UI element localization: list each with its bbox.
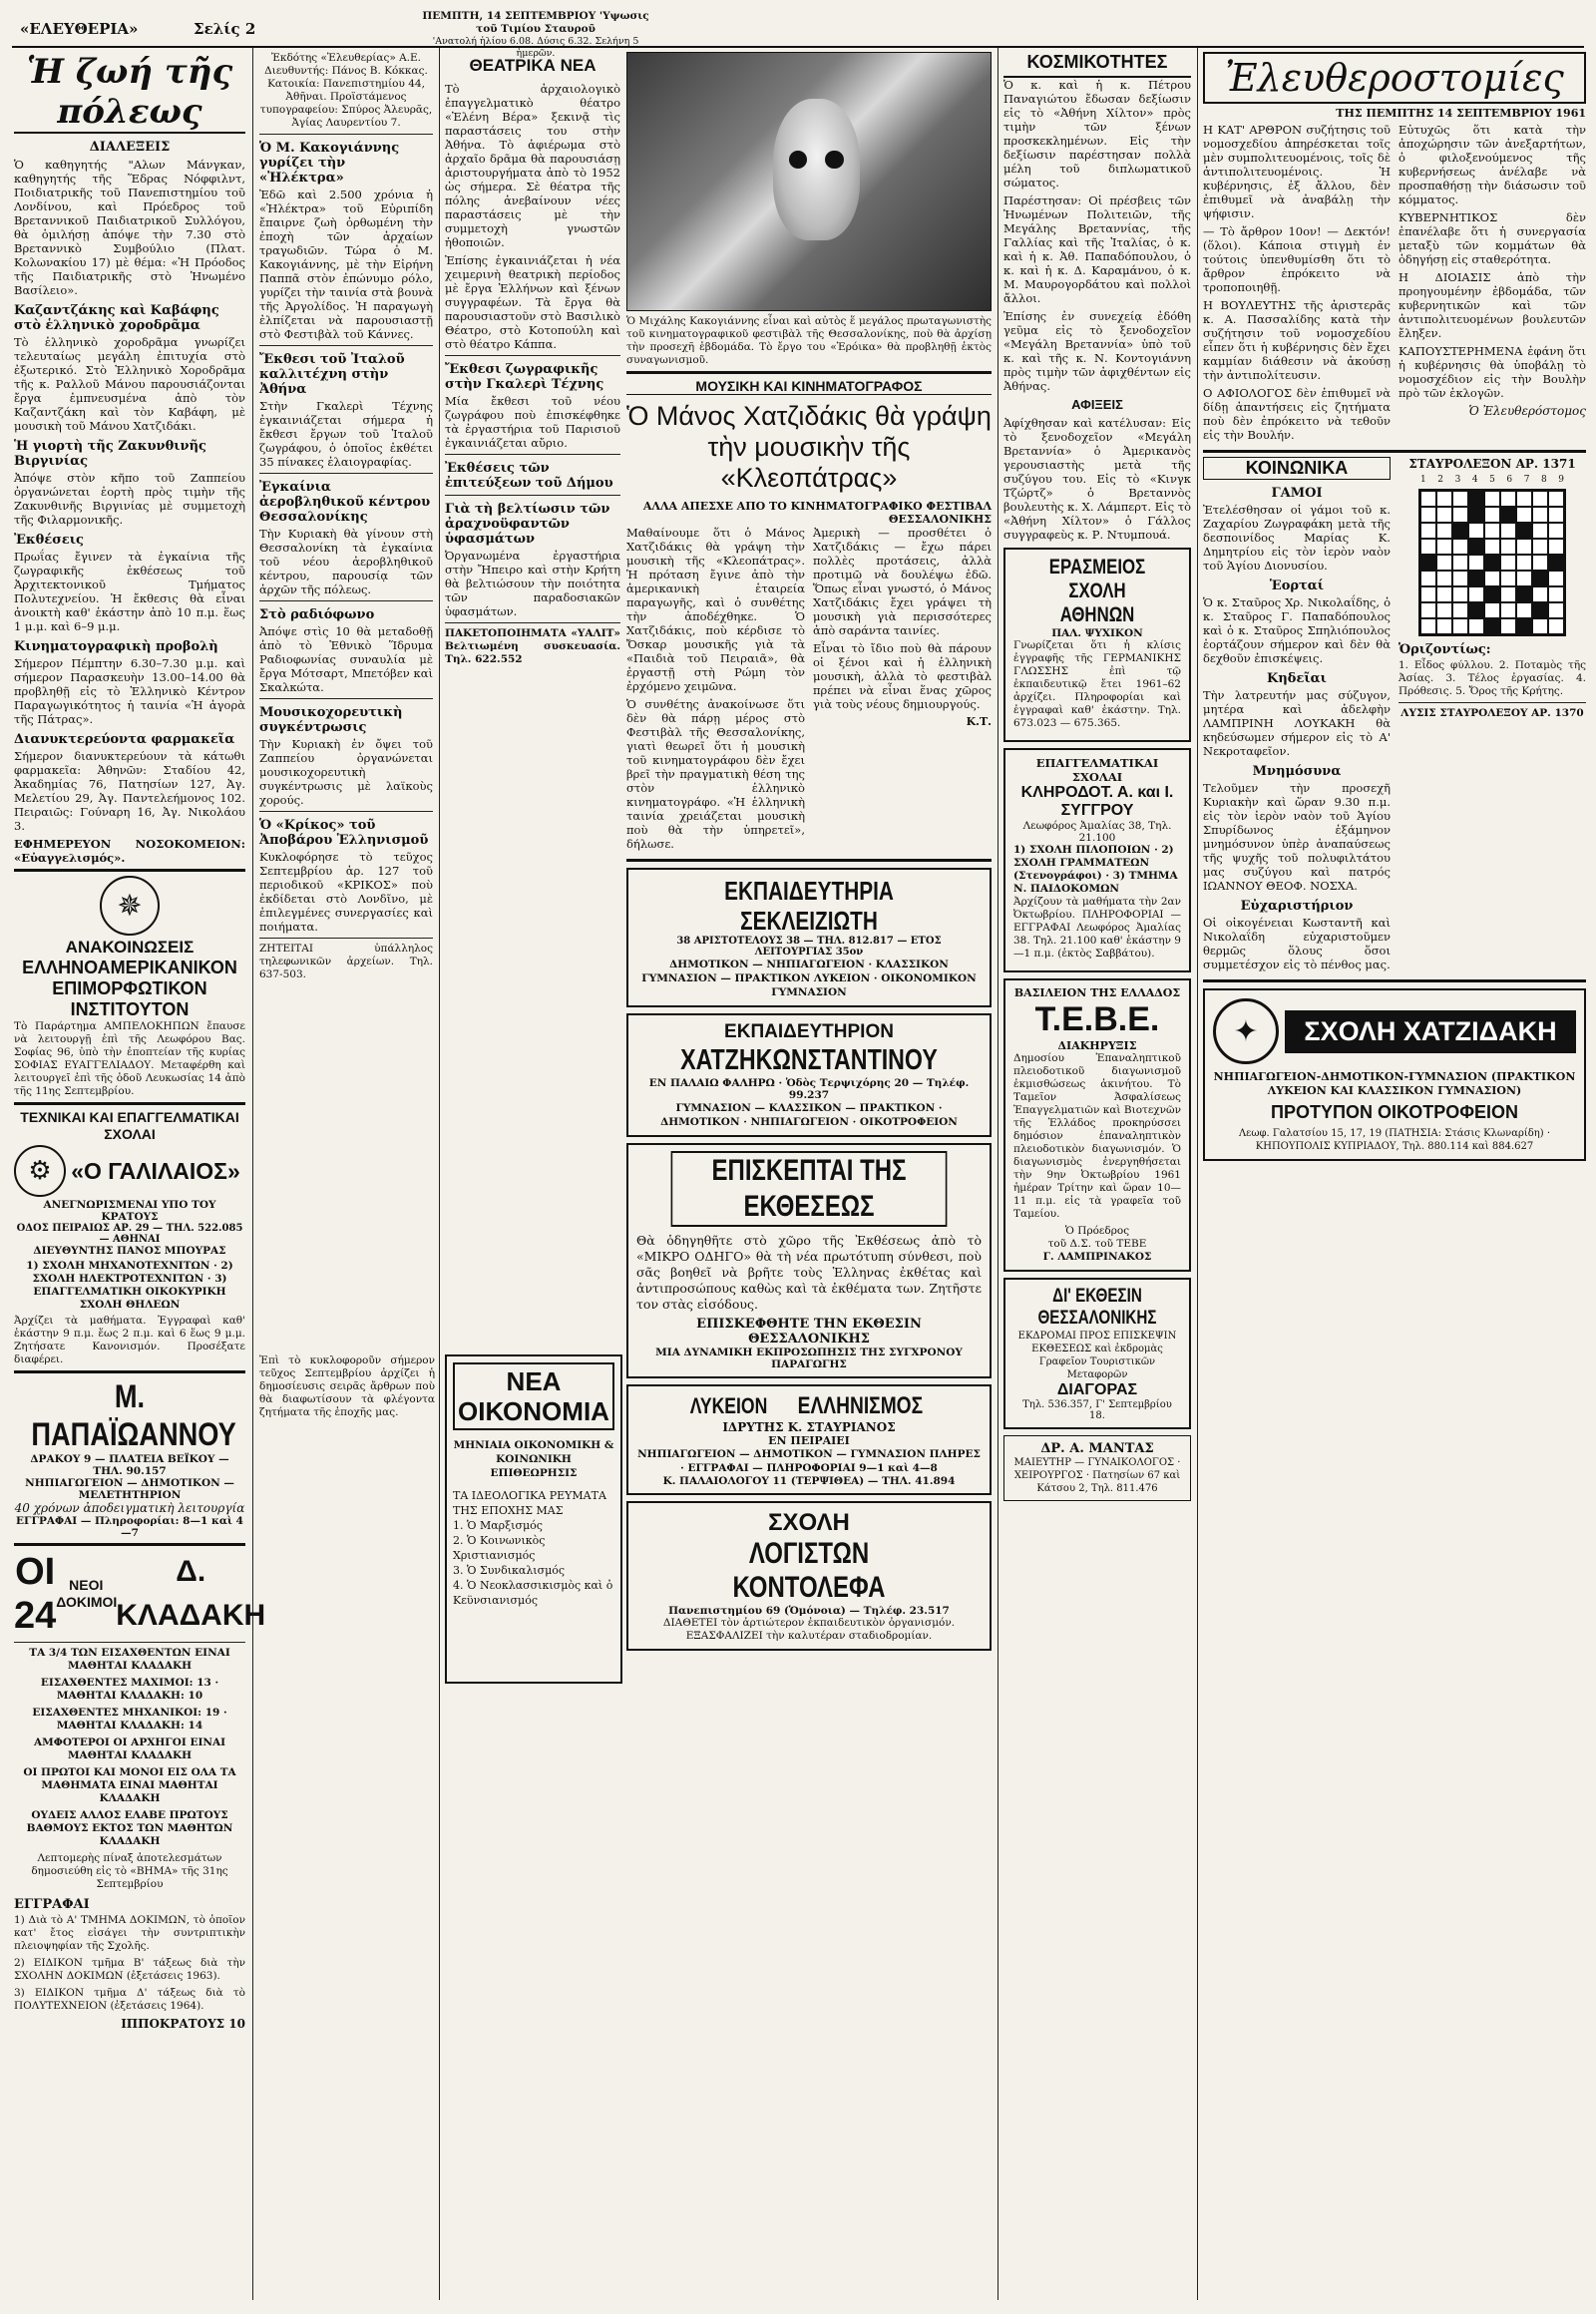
crossword-cell [1468,491,1484,507]
pharmacies-text: Σήμερον διανυκτερεύουν τὰ κάτωθι φαρμακεῖα: Ἀθηνῶν: Σταδίου 42, Ἀκαδημίας 76, Πατησίων 127, Ἀγ. Μελετίου 29, Ἀγ. Παντελεήμονος 102. Πειραιῶς: Γούναρη 16, Ἀγ. Νικολάου 3. [14,749,245,833]
crossword-title: ΣΤΑΥΡΟΛΕΞΟΝ ΑΡ. 1371 [1408,457,1576,471]
erasmeios-text: Γνωρίζεται ὅτι ἡ κλίσις ἐγγραφῆς τῆς ΓΕΡΜΑΝΙΚΗΣ ΓΛΩΣΣΗΣ ἐπὶ τῷ ἐκπαιδευτικῷ ἔτει 1961–62 ἀρχίζει. Πληροφορίαι καὶ ἐγγραφαὶ καθ' ἑκάστην. Τηλ. 673.023 — 675.365. [1013,639,1181,729]
crossword-cell [1532,491,1548,507]
crossword-cell [1452,523,1468,539]
section-title: Ἡ ζωή τῆς πόλεως [14,52,245,134]
crossword-cell [1452,539,1468,555]
crossword-cell [1420,571,1436,586]
crossword-cell [1516,571,1532,586]
astro-line: 'Ανατολή ἡλίου 6.08. Δύσις 6.32. Σελήνη 5 ἡμερῶν. [432,36,639,59]
exhibition-foot: ΜΙΑ ΔΥΝΑΜΙΚΗ ΕΚΠΡΟΣΩΠΗΣΙΣ ΤΗΣ ΣΥΓΧΡΟΝΟΥ ΠΑΡΑΓΩΓΗΣ [655,1347,963,1370]
article-text: Κυκλοφόρησε τὸ τεῦχος Σεπτεμβρίου ἀρ. 127 τοῦ περιοδικοῦ «ΚΡΙΚΟΣ» ποὺ ἐκδίδεται στὸ Λονδῖνο, μὲ ἐπιλεγμένες συνεργασίες καὶ ποιήματα. [259,850,433,934]
article-text: Πρωΐας ἔγινεν τὰ ἐγκαίνια τῆς ζωγραφικῆς ἐκθέσεως τοῦ Ἀρχιτεκτονικοῦ Τμήματος Πολυτεχνείου. Ἡ ἔκθεσις θὰ εἶναι ἀνοικτὴ καθ' ἑκάστην ἀπὸ 10 π.μ. ἕως 1 μ.μ. καὶ 6–9 μ.μ. [14,550,245,633]
sekleiziotis-ad [626,868,992,1007]
column-rule [1197,48,1198,2300]
kladakis-line: ΕΙΣΑΧΘΕΝΤΕΣ ΜΑΧΙΜΟΙ: 13 · ΜΑΘΗΤΑΙ ΚΛΑΔΑΚΗ: 10 [40,1677,219,1702]
kontolefas-text: ΔΙΑΘΕΤΕΙ τὸν ἀρτιώτερον ἐκπαιδευτικὸν ὀργανισμόν. ΕΞΑΣΦΑΛΙΖΕΙ τὴν καλυτέραν σταδιοδρομίαν. [662,1617,956,1642]
exhibition-text: Θὰ ὁδηγηθῆτε στὸ χῶρο τῆς Ἐκθέσεως ἀπὸ τὸ «ΜΙΚΡΟ ΟΔΗΓΟ» θὰ τὴ νέα πρωτότυπη σύνθεσι, ποὺ σᾶς βοηθεῖ νὰ βρῆτε τοὺς Ἑλληνας ἐκθέτας καὶ ἀντιπροσώπους καθὼς καὶ τὰ ἐκθέματα των. Ζητῆστε τον στὰς εἰσόδους. [636,1233,982,1312]
article-text: Τὴν Κυριακὴ θὰ γίνουν στὴ Θεσσαλονίκη τὰ ἐγκαίνια τοῦ νέου ἀεροβληθικοῦ κέντρου, παρουσίᾳ τῶν ἀρχῶν τῆς πόλεως. [259,527,433,596]
article-text: Ἀμερικὴ — προσθέτει ὁ Χατζιδάκις — ἔχω πάρει πολλὲς προτάσεις, ἀλλὰ προτιμῶ νὰ δουλέψω ἐδῶ. Ὅπως εἶναι γνωστό, ὁ Μάνος Χατζιδάκις ἔχει γράψει τὴ μουσικὴ γιὰ περισσότερες ἀπὸ σαράντα ταινίες. [813,526,992,637]
chatzikonstantinou-pre: ΕΚΠΑΙΔΕΥΤΗΡΙΟΝ [724,1021,894,1042]
page-number: Σελίς 2 [194,20,256,38]
notice-heading: ΑΝΑΚΟΙΝΩΣΕΙΣ [65,938,195,957]
diagoras-text: ΕΚΔΡΟΜΑΙ ΠΡΟΣ ΕΠΙΣΚΕΨΙΝ ΕΚΘΕΣΕΩΣ καὶ ἐκδρομὰς Γραφεῖον Τουριστικῶν Μεταφορῶν [1017,1331,1177,1380]
sekleiziotis-title: ΕΚΠΑΙΔΕΥΤΗΡΙΑ ΣΕΚΛΕΙΖΙΩΤΗ [724,876,894,936]
chatzikonstantinou-levels: ΓΥΜΝΑΣΙΟΝ — ΚΛΑΣΣΙΚΟΝ — ΠΡΑΚΤΙΚΟΝ · ΔΗΜΟΤΙΚΟΝ · ΝΗΠΙΑΓΩΓΕΙΟΝ · ΟΙΚΟΤΡΟΦΕΙΟΝ [660,1102,958,1128]
crossword-cell [1468,523,1484,539]
kladakis-name: Δ. ΚΛΑΔΑΚΗ [116,1555,266,1632]
syggrou-address: Λεωφόρος Ἀμαλίας 38, Τηλ. 21.100 [1022,820,1172,844]
syggrou-ad [1003,748,1191,972]
crossword-cell [1516,523,1532,539]
crossword-cell [1532,507,1548,523]
social-heading: ΓΑΜΟΙ [1271,486,1323,501]
crossword-cell [1532,602,1548,618]
crossword-cell [1516,491,1532,507]
chatzidaki-address: Λεωφ. Γαλατσίου 15, 17, 19 (ΠΑΤΗΣΙΑ: Στάσις Κλωναρίδη) · ΚΗΠΟΥΠΟΛΙΣ ΚΥΠΡΙΑΔΟΥ, Τηλ. 880.114 καὶ 884.627 [1238,1128,1551,1152]
exhibition-visitors-ad [626,1143,992,1378]
article-text: Ἀφίχθησαν καὶ κατέλυσαν: Εἰς τὸ ξενοδοχεῖον «Μεγάλη Βρεταννία» ὁ Ἀμερικανὸς γερουσιαστὴς μετὰ τῆς συζύγου του. Εἰς τὸ «Κινγκ Τζώρτζ» ὁ Βρεταννὸς βουλευτὴς κ. Χ. Λάμπερτ. Εἰς τὸ «Ἀθήνη Χίλτον» ὁ Γάλλος συγγραφεὺς κ. Ρ. Ντυμπουά. [1003,416,1191,542]
crossword-cell [1452,602,1468,618]
crossword-cell [1484,523,1500,539]
papaioannou-years: 40 χρόνων ἀποδειγματικὴ λειτουργία [14,1501,245,1515]
chatzidaki-title: ΣΧΟΛΗ ΧΑΤΖΙΔΑΚΗ [1285,1010,1576,1053]
ellinismos-founder: ΙΔΡΥΤΗΣ Κ. ΣΤΑΥΡΙΑΝΟΣ [722,1420,896,1434]
diagoras-ad [1003,1278,1191,1429]
crossword-cell [1420,555,1436,571]
crossword-clues-heading: Ὁριζοντίως: [1398,642,1491,657]
crossword-cell [1484,491,1500,507]
editorial-text: — Τὸ ἄρθρον 10ον! — Δεκτόν! (ὅλοι). Κάποια στιγμὴ ἐν τούτοις ὑπενθυμίσθη ὅτι τὸ ἄρθρον ἐπρόκειτο νὰ τροποποιηθῇ. [1203,224,1391,294]
crossword-cell [1436,523,1452,539]
ellinismos-levels: ΝΗΠΙΑΓΩΓΕΙΟΝ — ΔΗΜΟΤΙΚΟΝ — ΓΥΜΝΑΣΙΟΝ ΠΛΗΡΕΣ · ΕΓΓΡΑΦΑΙ — ΠΛΗΡΟΦΟΡΙΑΙ 9—1 καὶ 4—8 [637,1448,981,1474]
crossword-cell [1532,539,1548,555]
syggrou-text: Ἀρχίζουν τὰ μαθήματα τὴν 2αν Ὀκτωβρίου. ΠΛΗΡΟΦΟΡΙΑΙ — ΕΓΓΡΑΦΑΙ Λεωφόρος Ἀμαλίας 38. Τηλ. 21.100 καθ' ἑκάστην 9—1 π.μ. (ἐκτὸς Σαββάτου). [1013,896,1181,960]
crossword-cell [1452,507,1468,523]
crossword-column-number: 3 [1454,475,1461,485]
notice-institute: ΕΛΛΗΝΟΑΜΕΡΙΚΑΝΙΚΟΝ ΕΠΙΜΟΡΦΩΤΙΚΟΝ ΙΝΣΤΙΤΟΥΤΟΝ [22,958,237,1019]
article-text: Μαθαίνουμε ὅτι ὁ Μάνος Χατζιδάκις θὰ γράψη τὴν μουσικὴ τῆς «Κλεοπάτρας». Ἡ πρόταση ἔγινε ἀπὸ τὴν ἀμερικανικὴ ἑταιρεία παραγωγῆς, καὶ ὁ συνθέτης τὴν ἀποδέχθηκε. Ὁ Χατζιδάκις, ποὺ κέρδισε τὸ Ὄσκαρ μουσικῆς γιὰ τὰ «Παιδιὰ τοῦ Πειραιᾶ», θὰ ἐργαστῇ στὴ Ρώμη τὸν ἐρχόμενο χειμῶνα. [626,526,805,693]
theatre-title: ΘΕΑΤΡΙΚΑ ΝΕΑ [469,56,597,75]
crossword-cell [1516,602,1532,618]
crossword-solution: ΛΥΣΙΣ ΣΤΑΥΡΟΛΕΞΟΥ ΑΡ. 1370 [1400,707,1584,719]
editorial-date: ΤΗΣ ΠΕΜΠΤΗΣ 14 ΣΕΠΤΕΜΒΡΙΟΥ 1961 [1336,107,1586,120]
chatzidaki-ad [1203,988,1586,1161]
article-heading: Μουσικοχορευτικὴ συγκέντρωσις [259,705,403,735]
crossword-cell [1516,586,1532,602]
article-text: Ἀπόψε στὶς 10 θὰ μεταδοθῇ ἀπὸ τὸ Ἐθνικὸ Ἵδρυμα Ραδιοφωνίας συναυλία μὲ ἔργα Μότσαρτ, Μπετόβεν καὶ Σκαλκώτα. [259,624,433,694]
article-text: Ἀπόψε στὸν κῆπο τοῦ Ζαππείου ὀργανώνεται ἑορτὴ πρὸς τιμὴν τῆς Ζακυνθινῆς Βιργινίας μὲ συμμετοχὴ τῆς Φιλαρμονικῆς. [14,471,245,527]
crossword-cell [1484,618,1500,634]
erasmeios-sub: ΠΑΛ. ΨΥΧΙΚΟΝ [1051,627,1143,639]
article-heading: Διανυκτερεύοντα φαρμακεῖα [14,732,235,747]
crossword-cell [1548,507,1564,523]
article-text: Ὁ κ. καὶ ἡ κ. Πέτρου Παναγιώτου ἔδωσαν δεξίωσιν εἰς τὸ «Ἀθήνη Χίλτον» πρὸς τιμὴν τῶν ξένων προσκεκλημένων. Εἰς τὴν δεξίωσιν παρέστησαν πολλὰ μέλη τοῦ διπλωματικοῦ σώματος. [1003,78,1191,190]
column-editorial [1203,52,1586,2306]
nea-oikonomia-ad [445,1354,622,1684]
crossword-cell [1452,555,1468,571]
crossword-cell [1548,523,1564,539]
crossword-cell [1420,586,1436,602]
crossword-cell [1468,507,1484,523]
column-society [1003,52,1191,2306]
chatzikonstantinou-address: ΕΝ ΠΑΛΑΙΩ ΦΑΛΗΡΩ · Ὁδὸς Τερψιχόρης 20 — Τηλέφ. 99.237 [648,1077,970,1101]
social-text: Ὁ κ. Σταῦρος Χρ. Νικολαΐδης, ὁ κ. Σταῦρος Γ. Παπαδόπουλος καὶ ὁ κ. Σταῦρος Σπηλιόπουλος ἑορτάζουν σήμερον καὶ δὲν θὰ δεχθοῦν ἐπισκέψεις. [1203,595,1391,665]
crossword-cell [1516,539,1532,555]
article-text: Εἶναι τὸ ἴδιο ποὺ θὰ πάρουν οἱ ξένοι καὶ ἡ ἑλληνικὴ μουσικὴ, ἀλλὰ τὸ φεστιβὰλ πρέπει νὰ εἶναι ἕνας χῶρος γιὰ τοὺς νέους δημιουργούς. [813,641,992,711]
crossword-cell [1420,602,1436,618]
erasmeios-ad [1003,548,1191,742]
gear-emblem-icon: ⚙ [14,1145,66,1197]
galileo-address: ΟΔΟΣ ΠΕΙΡΑΙΩΣ ΑΡ. 29 — ΤΗΛ. 522.085 — ΑΘΗΝΑΙ [16,1223,243,1245]
article-text: Ἐπίσης ἐγκαινιάζεται ἡ νέα χειμερινὴ θεατρικὴ περίοδος μὲ ἔργα Ἑλλήνων καὶ ξένων συγγραφέων. Τὰ ἔργα θὰ παρουσιαστοῦν στὸ Βασιλικὸ Θέατρο, στὸ Κοτοπούλη καὶ στὸ θέατρο Κάππα. [445,253,620,351]
social-text: Ἐτελέσθησαν οἱ γάμοι τοῦ κ. Ζαχαρίου Ζωγραφάκη μετὰ τῆς δεσποινίδος Μαρίας Κ. Δημητρίου εἰς τὸν ἱερὸν ναὸν τοῦ Ἁγίου Διονυσίου. [1203,503,1391,573]
hospital-text: ΕΦΗΜΕΡΕΥΟΝ ΝΟΣΟΚΟΜΕΙΟΝ: «Εὐαγγελισμός». [14,837,245,865]
crossword-cell [1436,539,1452,555]
ellinismos-title: ΕΛΛΗΝΙΣΜΟΣ [797,1392,923,1419]
crossword-cell [1548,491,1564,507]
editorial-text: Ο ΑΦΙΟΛΟΓΟΣ δὲν ἐπιθυμεῖ νὰ δίδῃ ἀπαντήσεις εἰς ζητήματα ποὺ δὲν ἐπρόκειτο νὰ τεθοῦν εἰς τὴν Βουλήν. [1203,386,1391,442]
crossword-cell [1452,618,1468,634]
syggrou-pre: ΕΠΑΓΓΕΛΜΑΤΙΚΑΙ ΣΧΟΛΑΙ [1035,756,1159,784]
galileo-sub: ΑΝΕΓΝΩΡΙΣΜΕΝΑΙ ΥΠΟ ΤΟΥ ΚΡΑΤΟΥΣ [43,1199,216,1223]
column-city-life [14,52,266,2306]
social-title: ΚΟΙΝΩΝΙΚΑ [1203,457,1391,480]
article-text: Τὴν Κυριακὴ ἐν ὄψει τοῦ Ζαππείου ὀργανώνεται μουσικοχορευτικὴ συγκέντρωσις μὲ λαϊκοὺς χορούς. [259,737,433,807]
crossword-cell [1484,555,1500,571]
diagoras-pre: ΔΙ' ΕΚΘΕΣΙΝ [1052,1286,1142,1307]
ellinismos-pre: ΛΥΚΕΙΟΝ [689,1393,767,1418]
crossword-cell [1516,618,1532,634]
crossword-cell [1548,539,1564,555]
article-heading: Καζαντζάκης καὶ Καβάφης στὸ ἑλληνικὸ χοροδρᾶμα [14,303,219,333]
nea-oikonomia-text: ΜΗΝΙΑΙΑ ΟΙΚΟΝΟΜΙΚΗ & ΚΟΙΝΩΝΙΚΗ ΕΠΙΘΕΩΡΗΣΙΣ [453,1439,614,1479]
kontolefas-address: Πανεπιστημίου 69 (Ὁμόνοια) — Τηλέφ. 23.517 [668,1605,950,1617]
crossword-cell [1548,618,1564,634]
crossword-cell [1468,539,1484,555]
papaioannou-name: Μ. ΠΑΠΑΪΩΑΝΝΟΥ [31,1378,236,1452]
article-heading: Ἐγκαίνια ἀεροβληθικοῦ κέντρου Θεσσαλονίκης [259,480,431,525]
crossword-column-number: 7 [1523,475,1530,485]
crossword-cell [1500,555,1516,571]
lecture-text: Ὁ καθηγητής "Αλων Μάνγκαν, καθηγητής τῆς Ἕδρας Νόφφιλντ, Ποιδιατρικῆς τοῦ Πανεπιστημίου τοῦ Λονδίνου, καὶ Πρόεδρος τοῦ Βρεταννικοῦ Παιδιατρικοῦ Συλλόγου, θὰ ὁμιλήσῃ ἀπόψε τὴν 7.30 στὸ Βρεταννικὸ Συμβούλιο (Πλατ. Κολωνακίου 17) μὲ θέμα: «Ἡ Πρόοδος τῆς Παιδιατρικῆς στὸ Ἡνωμένο Βασίλειο». [14,158,245,297]
crossword-cell [1452,491,1468,507]
kladakis-line: ΑΜΦΟΤΕΡΟΙ ΟΙ ΑΡΧΗΓΟΙ ΕΙΝΑΙ ΜΑΘΗΤΑΙ ΚΛΑΔΑΚΗ [33,1736,226,1761]
kladakis-new: ΝΕΟΙ ΔΟΚΙΜΟΙ [56,1577,118,1610]
photo-caption: Ὁ Μιχάλης Κακογιάννης εἶναι καὶ αὐτὸς ἕ μεγάλος πρωταγωνιστὴς τοῦ κινηματογραφικοῦ φεστιβὰλ τῆς Θεσσαλονίκης, ποὺ θὰ ἀρχίσῃ τὴν προσεχῆ ἑβδομάδα. Τὸ ἔργο του «Ἐρόικα» θὰ προβληθῇ ἐκτὸς συναγωνισμοῦ. [626,315,992,366]
classified-text: ΠΑΚΕΤΟΠΟΙΗΜΑΤΑ «ΥΑΛΙΤ» Βελτιωμένη συσκευασία. Τηλ. 622.552 [445,627,620,665]
publisher-info: Ἐκδότης «Ἐλευθερίας» Α.Ε. Διευθυντής: Πάνος Β. Κόκκας. Κατοικία: Πανεπιστημίου 44, Ἀθῆναι. Προϊστάμενος τυπογραφείου: Σπύρος Ἀλευρᾶς, Ἀγίας Λαυρεντίου 7. [259,52,433,129]
tebe-text: Δημοσίου Ἐπαναληπτικοῦ πλειοδοτικοῦ διαγωνισμοῦ ἐκμισθώσεως ἀκινήτου. Τὸ Ταμεῖον Ἀσφαλίσεως Ἐπαγγελματιῶν καὶ Βιοτεχνῶν τῆς Ἑλλάδος προκηρύσσει δημόσιον ἐπαναληπτικὸν πλειοδοτικὸν διαγωνισμόν. Ὁ διαγωνισμὸς ἐνεργηθήσεται τὴν 9ην Ὀκτωβρίου 1961 ἡμέραν Τρίτην καὶ ὥραν 10—11 π.μ. εἰς τὰ γραφεῖα τοῦ Ταμείου. [1013,1052,1181,1220]
editorial-text: Η ΚΑΤ' ΑΡΘΡΟΝ συζήτησις τοῦ νομοσχεδίου ἀπηρέσκεται τοῖς μὲν συμπολιτευομένοις, τοῖς δὲ ἀντιπολιτευομένοις. Ἡ κυβέρνησις, ἐξ ἄλλου, δὲν ἐπιθυμεῖ νὰ ἀναβάλῃ τὴν ψήφισιν. [1203,123,1391,220]
crossword-cell [1420,507,1436,523]
crossword-column-number: 2 [1437,475,1444,485]
crossword-cell [1484,586,1500,602]
editorial-signature: Ὁ Ἐλευθερόστομος [1468,404,1586,418]
crossword-cell [1548,586,1564,602]
kladakis-registration-heading: ΕΓΓΡΑΦΑΙ [14,1897,90,1912]
kladakis-line: ΕΙΣΑΧΘΕΝΤΕΣ ΜΗΧΑΝΙΚΟΙ: 19 · ΜΑΘΗΤΑΙ ΚΛΑΔΑΚΗ: 14 [32,1707,227,1732]
kladakis-line: ΤΑ 3/4 ΤΩΝ ΕΙΣΑΧΘΕΝΤΩΝ ΕΙΝΑΙ ΜΑΘΗΤΑΙ ΚΛΑΔΑΚΗ [29,1647,230,1672]
column-rule [252,48,253,2300]
social-heading: Εὐχαριστήριον [1240,899,1354,914]
editorial-text: Η ΔΙΟΙΑΣΙΣ ἀπὸ τὴν προηγουμένην ἐβδομάδα, τῶν κυβερνητικῶν καὶ τῶν ἀντιπολιτευομένων βουλευτῶν ἔληξεν. [1398,270,1586,340]
article-text: Ὀργανωμένα ἐργαστήρια στὴν Ἤπειρο καὶ στὴν Κρήτη θὰ βελτιώσουν τὴν ποιότητα τῶν παραδοσιακῶν ὑφασμάτων. [445,549,620,618]
crossword-cell [1532,618,1548,634]
crossword-cell [1532,571,1548,586]
social-text: Τελοῦμεν τὴν προσεχῆ Κυριακὴν καὶ ὥραν 9.30 π.μ. εἰς τὸν ἱερὸν ναὸν τοῦ Ἁγίου Σπυρίδωνος ἑξάμηνον μνημόσυνον ὑπὲρ ἀναπαύσεως τῆς ψυχῆς τοῦ πολυφιλτάτου μας συζύγου καὶ πατρός ΙΩΑΝΝΟΥ ΘΕΟΦ. ΝΟΣΧΑ. [1203,781,1391,893]
doctor-text: ΜΑΙΕΥΤΗΡ — ΓΥΝΑΙΚΟΛΟΓΟΣ · ΧΕΙΡΟΥΡΓΟΣ · Πατησίων 67 καὶ Κάτσου 2, Τηλ. 811.476 [1013,1457,1181,1494]
chatzikonstantinou-title: ΧΑΤΖΗΚΩΝΣΤΑΝΤΙΝΟΥ [680,1044,938,1076]
crossword-cell [1500,618,1516,634]
kontolefas-pre: ΣΧΟΛΗ [768,1509,850,1536]
nea-oikonomia-title: ΝΕΑ ΟΙΚΟΝΟΜΙΑ [453,1362,614,1430]
editorial-text: ΚΑΠΟΥΣΤΕΡΗΜΕΝΑ ἐφάνη ὅτι ἡ κυβέρνησις θὰ ὑποβάλῃ τὸ νομοσχέδιον εἰς τὴν Βουλὴν πρὸ τῶν ἐκλογῶν. [1398,344,1586,400]
kladakis-line: ΟΥΔΕΙΣ ΑΛΛΟΣ ΕΛΑΒΕ ΠΡΩΤΟΥΣ ΒΑΘΜΟΥΣ ΕΚΤΟΣ ΤΩΝ ΜΑΘΗΤΩΝ ΚΛΑΔΑΚΗ [26,1809,233,1847]
column-news [259,52,433,1349]
society-title: ΚΟΣΜΙΚΟΤΗΤΕΣ [1003,52,1191,78]
social-heading: Ἑορταί [1269,578,1325,593]
crossword-cell [1436,618,1452,634]
crossword-column-number: 6 [1506,475,1513,485]
article-heading: Ἔκθεσι τοῦ Ἰταλοῦ καλλιτέχνη στὴν Ἀθήνα [259,352,405,397]
crossword-cell [1500,523,1516,539]
crossword-cell [1500,491,1516,507]
sekleiziotis-levels: ΔΗΜΟΤΙΚΟΝ — ΝΗΠΙΑΓΩΓΕΙΟΝ · ΚΛΑΣΣΙΚΟΝ ΓΥΜΝΑΣΙΟΝ — ΠΡΑΚΤΙΚΟΝ ΛΥΚΕΙΟΝ · ΟΙΚΟΝΟΜΙΚΟΝ ΓΥΜΝΑΣΙΟΝ [641,959,977,998]
tebe-pre: ΒΑΣΙΛΕΙΟΝ ΤΗΣ ΕΛΛΑΔΟΣ [1013,986,1181,999]
crossword-column-number: 4 [1471,475,1478,485]
editorial-text: ΚΥΒΕΡΝΗΤΙΚΟΣ δὲν ἐπανέλαβε ὅτι ἡ συνεργασία μεταξὺ τῶν κομμάτων θὰ ὁδηγήσῃ εἰς σταθερότητα. [1398,210,1586,266]
tebe-signature [1013,1225,1181,1264]
crossword-cell [1532,523,1548,539]
institute-notice [14,876,245,1098]
galileo-heading: ΤΕΧΝΙΚΑΙ ΚΑΙ ΕΠΑΓΓΕΛΜΑΤΙΚΑΙ ΣΧΟΛΑΙ [20,1109,239,1142]
social-text: Οἱ οἰκογένειαι Κωσταντῆ καὶ Νικολαΐδη εὐχαριστοῦμεν θερμῶς ὅλους ὅσοι συμμετέσχον εἰς τὸ πένθος μας. [1203,916,1391,971]
lectures-heading: ΔΙΑΛΕΞΕΙΣ [89,140,171,155]
galileo-text: Ἀρχίζει τὰ μαθήματα. Ἐγγραφαὶ καθ' ἑκάστην 9 π.μ. ἕως 2 π.μ. καὶ 6 ἕως 9 μ.μ. Ζητήσατε Κανονισμόν. Προσέξατε διαφέρει. [14,1315,245,1365]
chatzidaki-sub: ΠΡΟΤΥΠΟΝ ΟΙΚΟΤΡΟΦΕΙΟΝ [1271,1102,1518,1122]
ellinismos-address: Κ. ΠΑΛΑΙΟΛΟΓΟΥ 11 (ΤΕΡΨΙΘΕΑ) — ΤΗΛ. 41.894 [662,1475,956,1487]
crossword-cell [1500,586,1516,602]
arrivals-heading: ΑΦΙΞΕΙΣ [1071,397,1123,412]
crossword-cell [1500,602,1516,618]
crossword-cell [1516,507,1532,523]
school-emblem-icon: ✦ [1213,998,1279,1064]
crossword-cell [1452,571,1468,586]
nea-oikonomia-list: ΤΑ ΙΔΕΟΛΟΓΙΚΑ ΡΕΥΜΑΤΑ ΤΗΣ ΕΠΟΧΗΣ ΜΑΣ 1. Ὁ Μαρξισμός 2. Ὁ Κοινωνικὸς Χριστιανισμός 3. Ὁ Συνδικαλισμός 4. Ὁ Νεοκλασσικισμὸς καὶ ὁ Κεϋνσιανισμός [453,1489,613,1607]
notice-text: Τὸ Παράρτημα ΑΜΠΕΛΟΚΗΠΩΝ ἔπαυσε νὰ λειτουργῇ ἐπὶ τῆς Λεωφόρου Βας. Σοφίας 96, ὑπὸ τὴν ἐποπτείαν τῆς κυρίας ΣΟΦΙΑΣ ΕΥΑΓΓΕΛΙΑΔΟΥ. Μεταφέρθη καὶ λειτουργεῖ ἐπὶ τῆς ὁδοῦ Λευκωσίας 14 ἀπὸ τῆς 11ης Σεπτεμβρίου. [14,1020,245,1097]
crossword-column-number: 8 [1540,475,1547,485]
erasmeios-pre: ΕΡΑΣΜΕΙΟΣ [1048,556,1146,578]
editorial-text: Εὐτυχῶς ὅτι κατὰ τὴν ἀποχώρησιν τῶν ἀνεξαρτήτων, ὁ φιλοξενούμενος τῆς κυβερνήσεως ἀνέλαβε νὰ προσπαθήσῃ τὴν διάσωσιν τοῦ κόμματος. [1398,123,1586,206]
sekleiziotis-address: 38 ΑΡΙΣΤΟΤΕΛΟΥΣ 38 — ΤΗΛ. 812.817 — ΕΤΟΣ ΛΕΙΤΟΥΡΓΙΑΣ 35ον [676,936,942,958]
ellinismos-city: ΕΝ ΠΕΙΡΑΙΕΙ [768,1434,850,1447]
crossword-cell [1500,507,1516,523]
tebe-title: Τ.Ε.Β.Ε. [1034,1000,1160,1038]
crossword-cell [1436,491,1452,507]
crossword-cell [1420,491,1436,507]
article-text: Τὸ ἀρχαιολογικὸ ἐπαγγελματικὸ θέατρο «Ἐλένη Βέρα» ξεκινᾷ τὶς παραστάσεις του στὴν Ἀθήνα. Τὸ ἀφιέρωμα στὸ ἀρχαῖο δρᾶμα θὰ παρουσιάσῃ ἀριστουργήματα ἀπὸ τὸ 1952 ὡς σήμερα. Σὲ θέατρα τῆς πόλης ἀνεβαίνουν νέες παραστάσεις μὲ τὴν συμμετοχὴ γνωστῶν ἠθοποιῶν. [445,82,620,249]
masthead [12,8,1584,59]
article-text: Ἐπίσης ἐν συνεχείᾳ ἐδόθη γεῦμα εἰς τὸ ξενοδοχεῖον «Μεγάλη Βρεταννία» ὑπὸ τοῦ κ. καὶ τῆς κ. Ν. Κοντογιάννη πρὸς τιμὴν τῶν ἀφιχθέντων εἰς Ἀθήνας. [1003,309,1191,393]
social-heading: Κηδεῖαι [1267,671,1327,686]
papaioannou-address: ΔΡΑΚΟΥ 9 — ΠΛΑΤΕΙΑ ΒΕΪΚΟΥ — ΤΗΛ. 90.157 [30,1453,229,1477]
chatzikonstantinou-ad [626,1013,992,1137]
crossword-cell [1548,571,1564,586]
diagoras-tel: Τηλ. 536.357, Γ' Σεπτεμβρίου 18. [1022,1399,1172,1421]
crossword-cell [1420,618,1436,634]
article-heading: Ἡ γιορτὴ τῆς Ζακυνθινῆς Βιργινίας [14,439,206,469]
crossword-cell [1420,539,1436,555]
article-heading: Κινηματογραφικὴ προβολὴ [14,639,218,654]
tebe-sub: ΔΙΑΚΗΡΥΞΙΣ [1057,1039,1137,1052]
crossword-cell [1436,586,1452,602]
article-heading: Στὸ ραδιόφωνο [259,607,375,622]
kladakis-line: ΟΙ ΠΡΩΤΟΙ ΚΑΙ ΜΟΝΟΙ ΕΙΣ ΟΛΑ ΤΑ ΜΑΘΗΜΑΤΑ ΕΙΝΑΙ ΜΑΘΗΤΑΙ ΚΛΑΔΑΚΗ [23,1766,236,1804]
crossword-cell [1500,539,1516,555]
star-emblem-icon: ✵ [100,876,160,936]
article-text: Παρέστησαν: Οἱ πρέσβεις τῶν Ἡνωμένων Πολιτειῶν, τῆς Μεγάλης Βρεταννίας, τῆς Γαλλίας καὶ τῆς Ἰταλίας, ὁ κ. καὶ ἡ κ. Ἀθ. Παπαδόπουλου, ὁ κ. καὶ ἡ κ. Δ. Καραμάνου, ὁ κ. Μ. Μαυρογορδάτου καὶ πολλοὶ ἄλλοι. [1003,193,1191,305]
article-text: Τὸ ἑλληνικὸ χοροδρᾶμα γνωρίζει τελευταίως μεγάλη ἐπιτυχία στὸ ἐξωτερικό. Στὸ Ἑλληνικὸ Χοροδρᾶμα τῆς κ. Ραλλοῦ Μάνου παρουσιάζονται ἔργα ἐμπνευσμένα ἀπὸ τὸν Καζαντζάκη καὶ τὸν Καβάφη, μὲ μουσικὴ τοῦ Μάνου Χατζιδάκι. [14,335,245,433]
crossword-cell [1468,586,1484,602]
crossword-cell [1548,555,1564,571]
crossword-cell [1500,571,1516,586]
date-line: ΠΕΜΠΤΗ, 14 ΣΕΠΤΕΜΒΡΙΟΥ 'Υψωσις τοῦ Τιμίου Σταυροῦ [422,10,649,35]
crossword-cell [1532,586,1548,602]
ellinismos-ad [626,1384,992,1495]
tebe-sign-line: τοῦ Δ.Σ. τοῦ ΤΕΒΕ [1047,1238,1147,1250]
column-theatre [445,52,620,1299]
diagoras-name: ΔΙΑΓΟΡΑΣ [1056,1381,1138,1398]
byline: Κ.Τ. [966,715,992,728]
main-headline: Ὁ Μάνος Χατζιδάκις θὰ γράψη τὴν μουσικὴν τῆς «Κλεοπάτρας» [626,401,992,493]
classified-text: ΖΗΤΕΙΤΑΙ ὑπάλληλος τηλεφωνικῶν ἀρχείων. Τηλ. 637-503. [259,943,433,980]
article-heading: Ὁ Μ. Κακογιάννης γυρίζει τὴν «Ἠλέκτρα» [259,141,400,186]
crossword-cell [1436,507,1452,523]
crossword-clues: 1. Εἶδος φύλλου. 2. Ποταμὸς τῆς Ἀσίας. 3. Τέλος ἐργασίας. 4. Πρόθεσις. 5. Ὄρος τῆς Κρήτης. [1398,659,1586,697]
papaioannou-ad [14,1377,245,1539]
article-text: Στὴν Γκαλερὶ Τέχνης ἐγκαινιάζεται σήμερα ἡ ἔκθεσι ἔργων τοῦ Ἰταλοῦ ζωγράφου, ὁ ὁποῖος ἐκθέτει 35 πίνακες ἐλαιογραφίας. [259,399,433,469]
social-heading: Μνημόσυνα [1252,764,1342,779]
galileo-list: 1) ΣΧΟΛΗ ΜΗΧΑΝΟΤΕΧΝΙΤΩΝ · 2) ΣΧΟΛΗ ΗΛΕΚΤΡΟΤΕΧΝΙΤΩΝ · 3) ΕΠΑΓΓΕΛΜΑΤΙΚΗ ΟΙΚΟΚΥΡΙΚΗ ΣΧΟΛΗ ΘΗΛΕΩΝ [26,1260,233,1311]
column-rule [439,48,440,2300]
tebe-ad [1003,978,1191,1272]
crossword-cell [1484,571,1500,586]
syggrou-title: ΚΛΗΡΟΔΟΤ. Α. και Ι. ΣΥΓΓΡΟΥ [1020,784,1174,819]
crossword-cell [1436,602,1452,618]
article-heading: Ὁ «Κρίκος» τοῦ Ἀποβάρου Ἑλληνισμοῦ [259,818,429,848]
crossword-cell [1548,602,1564,618]
chatzidaki-levels: ΝΗΠΙΑΓΩΓΕΙΟΝ-ΔΗΜΟΤΙΚΟΝ-ΓΥΜΝΑΣΙΟΝ (ΠΡΑΚΤΙΚΟΝ ΛΥΚΕΙΟΝ ΚΑΙ ΚΛΑΣΣΙΚΟΝ ΓΥΜΝΑΣΙΟΝ) [1213,1070,1576,1097]
crossword-column-number: 5 [1489,475,1495,485]
rubric: ΜΟΥΣΙΚΗ ΚΑΙ ΚΙΝΗΜΑΤΟΓΡΑΦΟΣ [626,378,992,395]
crossword-cell [1484,507,1500,523]
theatre-mask-icon [773,99,860,240]
kladakis-registration-item: 3) ΕΙΔΙΚΟΝ τμῆμα Δ' τάξεως διὰ τὸ ΠΟΛΥΤΕΧΝΕΙΟΝ (ἐξετάσεις 1964). [14,1987,245,2012]
kontolefas-title: ΛΟΓΙΣΤΩΝ ΚΟΝΤΟΛΕΦΑ [732,1537,886,1604]
crossword-cell [1420,523,1436,539]
article-text: Σήμερον Πέμπτην 6.30–7.30 μ.μ. καὶ σήμερον Παρασκευὴν 13.00–14.00 θὰ προβληθῇ εἰς τὸ Ἑλληνικὸ Κέντρον Παραγωγικότητος ἡ ταινία «Ἡ ἀγορὰ τῆς Πάτρας». [14,656,245,726]
crossword-cell [1452,586,1468,602]
crossword-cell [1468,571,1484,586]
crossword-column-number: 9 [1558,475,1564,485]
tebe-sign-line: Γ. ΛΑΜΠΡΙΝΑΚΟΣ [1042,1251,1152,1263]
article-heading: Ἔκθεσι ζωγραφικῆς στὴν Γκαλερὶ Τέχνης [445,362,604,392]
erasmeios-title: ΣΧΟΛΗ ΑΘΗΝΩΝ [1059,579,1135,626]
exhibition-sub: ΕΠΙΣΚΕΦΘΗΤΕ ΤΗΝ ΕΚΘΕΣΙΝ ΘΕΣΣΑΛΟΝΙΚΗΣ [696,1317,922,1347]
kladakis-ad [14,1550,266,2031]
crossword-cell [1516,555,1532,571]
article-text: Ἐδῶ καὶ 2.500 χρόνια ἡ «Ἠλέκτρα» τοῦ Εὐριπίδη ἔπαιρνε ζωὴ ὀρθωμένη τὴν ἐποχὴ τῶν ἀρχαίων τραγωδιῶν. Τώρα ὁ Μ. Κακογιάννης, μὲ τὴν Εἰρήνη Παππᾶ στὸν ἐπώνυμο ρόλο, γυρίζει τὴν ταινία στὰ βουνὰ τῆς Ἀργολίδος. Ἡ παραγωγὴ ἐλπίζεται νὰ παρουσιαστῇ στὸ Φεστιβὰλ τοῦ Κάννες. [259,188,433,341]
crossword-cell [1484,539,1500,555]
exhibition-title: ΕΠΙΣΚΕΠΤΑΙ ΤΗΣ ΕΚΘΕΣΕΩΣ [671,1151,948,1227]
kladakis-note: Λεπτομερὴς πίναξ ἀποτελεσμάτων δημοσιεύθη εἰς τὸ «ΒΗΜΑ» τῆς 31ης Σεπτεμβρίου [31,1852,228,1890]
crossword-column-numbers [1420,475,1564,485]
papaioannou-registration: ΕΓΓΡΑΦΑΙ — Πληροφορίαι: 8—1 καὶ 4—7 [16,1515,243,1539]
crossword-cell [1484,602,1500,618]
crossword-cell [1468,618,1484,634]
editorial-text: Η ΒΟΥΛΕΥΤΗΣ τῆς ἀριστερᾶς κ. Α. Πασσαλίδης κατὰ τὴν συζήτησιν τοῦ νομοσχεδίου εἶπεν ὅτι ἡ κυβέρνησις δὲν ἔχει καμμίαν διάθεσιν νὰ ἀκούσῃ τὴν ἀντιπολίτευσιν. [1203,298,1391,382]
syggrou-list: 1) ΣΧΟΛΗ ΠΙΛΟΠΟΙΩΝ · 2) ΣΧΟΛΗ ΓΡΑΜΜΑΤΕΩΝ (Στενογράφοι) · 3) ΤΜΗΜΑ Ν. ΠΑΙΔΟΚΟΜΩΝ [1013,844,1178,895]
doctor-ad [1003,1435,1191,1501]
galileo-ad [14,1109,245,1366]
galileo-director: ΔΙΕΥΘΥΝΤΗΣ ΠΑΝΟΣ ΜΠΟΥΡΑΣ [33,1245,226,1257]
crossword-cell [1436,571,1452,586]
social-text: Τὴν λατρευτήν μας σύζυγον, μητέρα καὶ ἀδελφὴν ΛΑΜΠΡΙΝΗ ΛΟΥΚΑΚΗ θὰ κηδεύσωμεν σήμερον εἰς τὸ Α' Νεκροταφεῖον. [1203,688,1391,758]
crossword-cell [1468,555,1484,571]
paper-name: «ΕΛΕΥΘΕΡΙΑ» [20,20,139,38]
galileo-name: «Ο ΓΑΛΙΛΑΙΟΣ» [71,1157,240,1184]
papaioannou-levels: ΝΗΠΙΑΓΩΓΕΙΟΝ — ΔΗΜΟΤΙΚΟΝ — ΜΕΛΕΤΗΤΗΡΙΟΝ [25,1477,234,1501]
crossword-cell [1532,555,1548,571]
crossword-column-number: 1 [1420,475,1426,485]
headline-deck: ΑΛΛΑ ΑΠΕΣΧΕ ΑΠΟ ΤΟ ΚΙΝΗΜΑΤΟΓΡΑΦΙΚΟ ΦΕΣΤΙΒΑΛ ΘΕΣΣΑΛΟΝΙΚΗΣ [642,500,992,526]
diagoras-title: ΘΕΣΣΑΛΟΝΙΚΗΣ [1037,1308,1157,1329]
article-heading: Γιὰ τὴ βελτίωσιν τῶν ἀραχνοϋφαντῶν ὑφασμάτων [445,502,610,547]
column-music-cinema [626,52,992,2306]
kladakis-registration-item: 2) ΕΙΔΙΚΟΝ τμῆμα Β' τάξεως διὰ τὴν ΣΧΟΛΗΝ ΔΟΚΙΜΩΝ (ἐξετάσεις 1963). [14,1957,245,1982]
crossword-cell [1468,602,1484,618]
tebe-sign-line: Ὁ Πρόεδρος [1064,1225,1130,1237]
article-heading: Ἐκθέσεις [14,533,84,548]
crossword-cell [1436,555,1452,571]
kontolefas-ad [626,1501,992,1651]
article-heading: Ἐκθέσεις τῶν ἐπιτεύξεων τοῦ Δήμου [445,461,613,491]
editorial-title: Ἐλευθεροστομίες [1203,52,1586,104]
article-text: Ἐπὶ τὸ κυκλοφοροῦν σήμερον τεῦχος Σεπτεμβρίου ἀρχίζει ἡ δημοσίευσις σειρᾶς ἄρθρων ποὺ θὰ διαφωτίσουν τὰ φλέγοντα ζητήματα τῆς ἐποχῆς μας. [259,1354,435,1418]
crossword-grid [1418,489,1566,636]
doctor-name: ΔΡ. Α. ΜΑΝΤΑΣ [1040,1441,1154,1456]
kladakis-address: ΙΠΠΟΚΡΑΤΟΥΣ 10 [121,2017,245,2031]
cinema-photo [626,52,992,311]
kladakis-registration-item: 1) Διὰ τὸ Α' ΤΜΗΜΑ ΔΟΚΙΜΩΝ, τὸ ὁποῖον κατ' ἔτος εἰσάγει τὴν συντριπτικὴν πλειοψηφίαν τῆς Σχολῆς. [14,1914,245,1952]
kladakis-count: ΟΙ 24 [14,1551,57,1637]
column-lower-text [259,1354,435,1694]
article-text: Ὁ συνθέτης ἀνακοίνωσε ὅτι δὲν θὰ πάρῃ μέρος στὸ Φεστιβὰλ τῆς Θεσσαλονίκης, γιατὶ θεωρεῖ ὅτι ἡ μουσικὴ τοῦ κινηματογράφου δὲν ἔχει βρεῖ τὴν πραγματικὴ θέση της στὸν ἑλληνικὸ κινηματογράφο. «Ἡ ἑλληνικὴ ταινία χρειάζεται μουσικὴ ποὺ θὰ τὴν ὑπηρετεῖ», δήλωσε. [626,697,805,851]
article-text: Μία ἔκθεσι τοῦ νέου ζωγράφου ποὺ ἐπισκέφθηκε τὰ ἐργαστήρια τοῦ Παρισιοῦ ἐγκαινιάζεται αὔριο. [445,394,620,450]
